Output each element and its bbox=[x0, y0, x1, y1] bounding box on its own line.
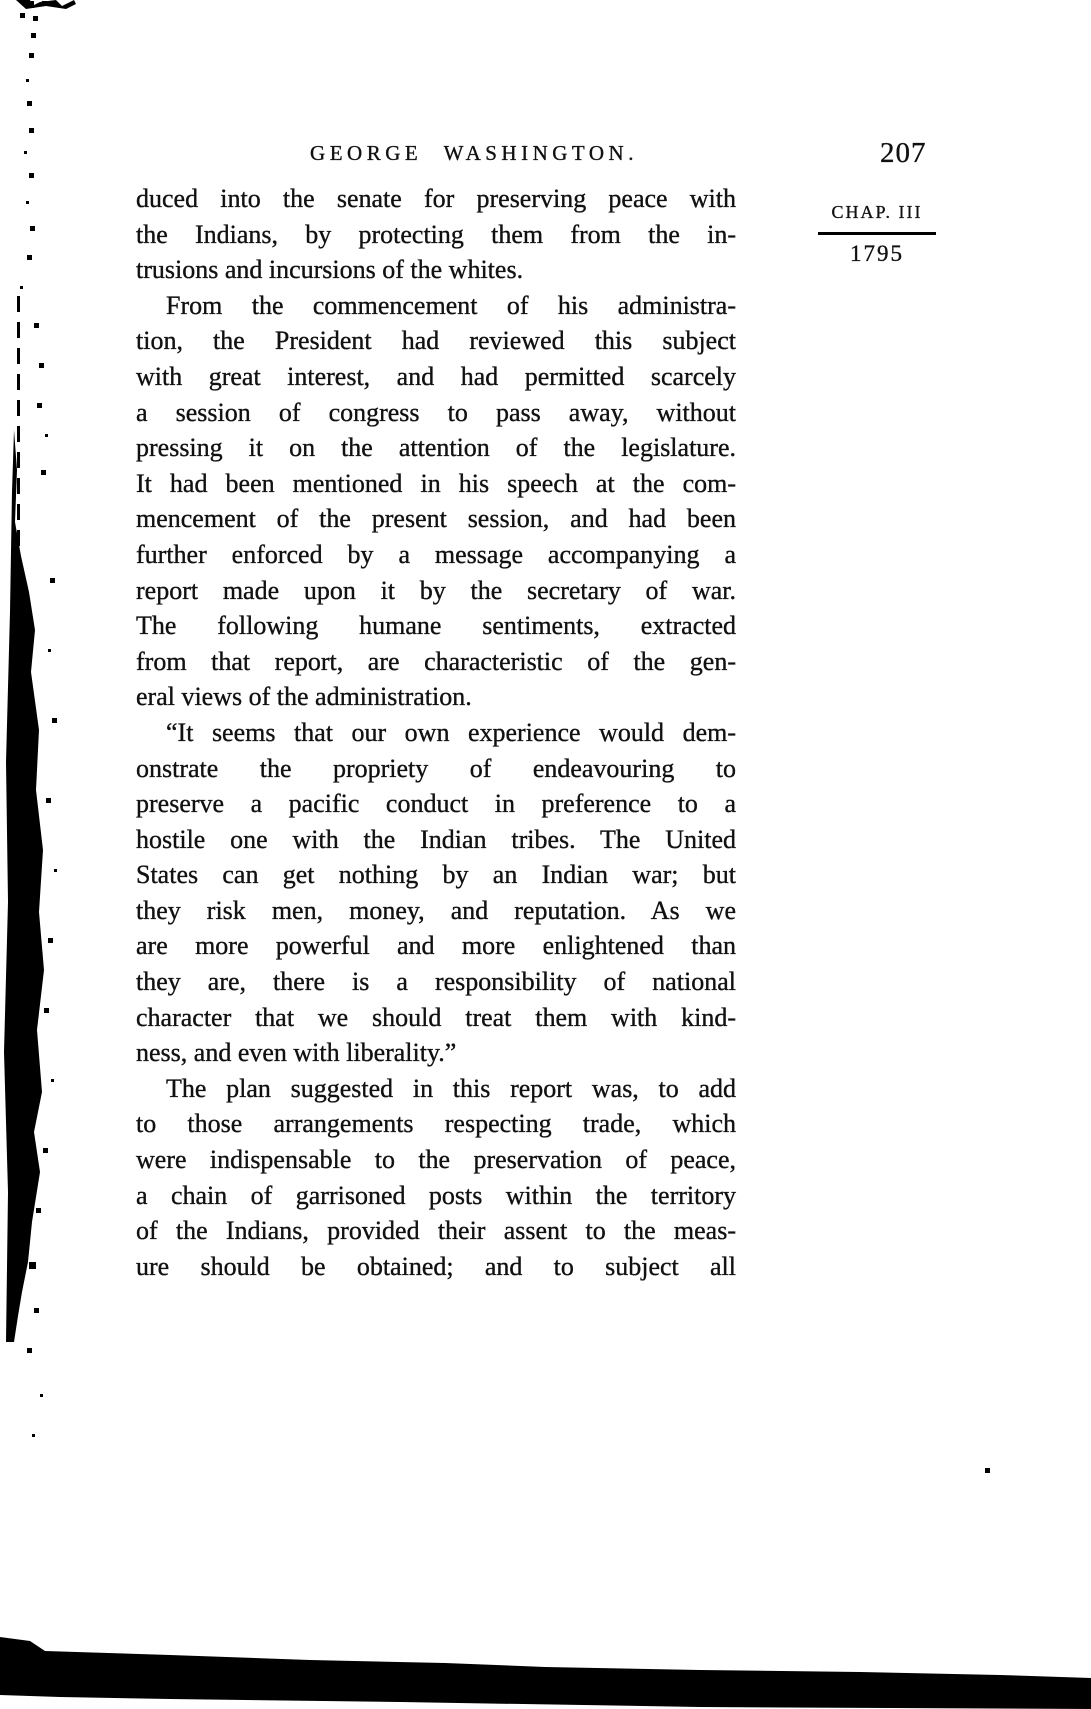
margin-notes bbox=[818, 202, 936, 267]
scan-artifact-left-band bbox=[4, 430, 50, 1342]
text-line: hostile one with the Indian tribes. The United bbox=[136, 824, 736, 854]
text-line: mencement of the present session, and had been bbox=[136, 504, 736, 534]
text-line: pressing it on the attention of the legislature. bbox=[136, 433, 736, 463]
chapter-note: CHAP. III bbox=[831, 202, 923, 222]
text-line: character that we should treat them with kind- bbox=[136, 1002, 736, 1032]
year-note: 1795 bbox=[850, 241, 904, 266]
scan-artifact-left-line bbox=[17, 296, 20, 570]
text-line: The following humane sentiments, extracted bbox=[136, 611, 736, 641]
text-line: further enforced by a message accompanying a bbox=[136, 539, 736, 569]
scan-artifact-top-left bbox=[16, 0, 76, 10]
text-line: trusions and incursions of the whites. bbox=[136, 255, 524, 285]
text-line: ness, and even with liberality.” bbox=[136, 1038, 457, 1068]
scan-artifact-bottom-bar bbox=[0, 1629, 1091, 1709]
text-line: From the commencement of his administra- bbox=[166, 290, 736, 320]
text-line: onstrate the propriety of endeavouring to bbox=[136, 753, 736, 783]
text-line: report made upon it by the secretary of war. bbox=[136, 575, 736, 605]
text-line: they are, there is a responsibility of national bbox=[136, 967, 736, 997]
text-line: from that report, are characteristic of the gen- bbox=[136, 646, 736, 676]
text-line: the Indians, by protecting them from the in- bbox=[136, 219, 736, 249]
text-line: to those arrangements respecting trade, which bbox=[136, 1109, 736, 1139]
running-title: GEORGE WASHINGTON. bbox=[310, 141, 638, 165]
text-line: tion, the President had reviewed this subject bbox=[136, 326, 736, 356]
page-number: 207 bbox=[880, 137, 927, 169]
text-line: they risk men, money, and reputation. As we bbox=[136, 895, 736, 925]
text-line: “It seems that our own experience would dem- bbox=[166, 717, 736, 747]
text-line: It had been mentioned in his speech at the com- bbox=[136, 468, 736, 498]
text-line: ure should be obtained; and to subject all bbox=[136, 1251, 736, 1281]
margin-rule bbox=[818, 232, 936, 235]
scan-artifact-specks bbox=[0, 0, 1, 1]
text-line: eral views of the administration. bbox=[136, 682, 472, 712]
text-line: a session of congress to pass away, without bbox=[136, 397, 736, 427]
text-line: a chain of garrisoned posts within the territory bbox=[136, 1180, 736, 1210]
text-line: are more powerful and more enlightened than bbox=[136, 931, 736, 961]
text-line: States can get nothing by an Indian war; but bbox=[136, 860, 736, 890]
text-line: with great interest, and had permitted scarcely bbox=[136, 361, 736, 391]
text-line: of the Indians, provided their assent to the meas- bbox=[136, 1216, 736, 1246]
text-line: The plan suggested in this report was, to add bbox=[166, 1073, 736, 1103]
text-line: preserve a pacific conduct in preference to a bbox=[136, 789, 736, 819]
text-line: were indispensable to the preservation of peace, bbox=[136, 1145, 736, 1175]
body-text bbox=[136, 181, 736, 1284]
text-line: duced into the senate for preserving peace with bbox=[136, 184, 736, 213]
